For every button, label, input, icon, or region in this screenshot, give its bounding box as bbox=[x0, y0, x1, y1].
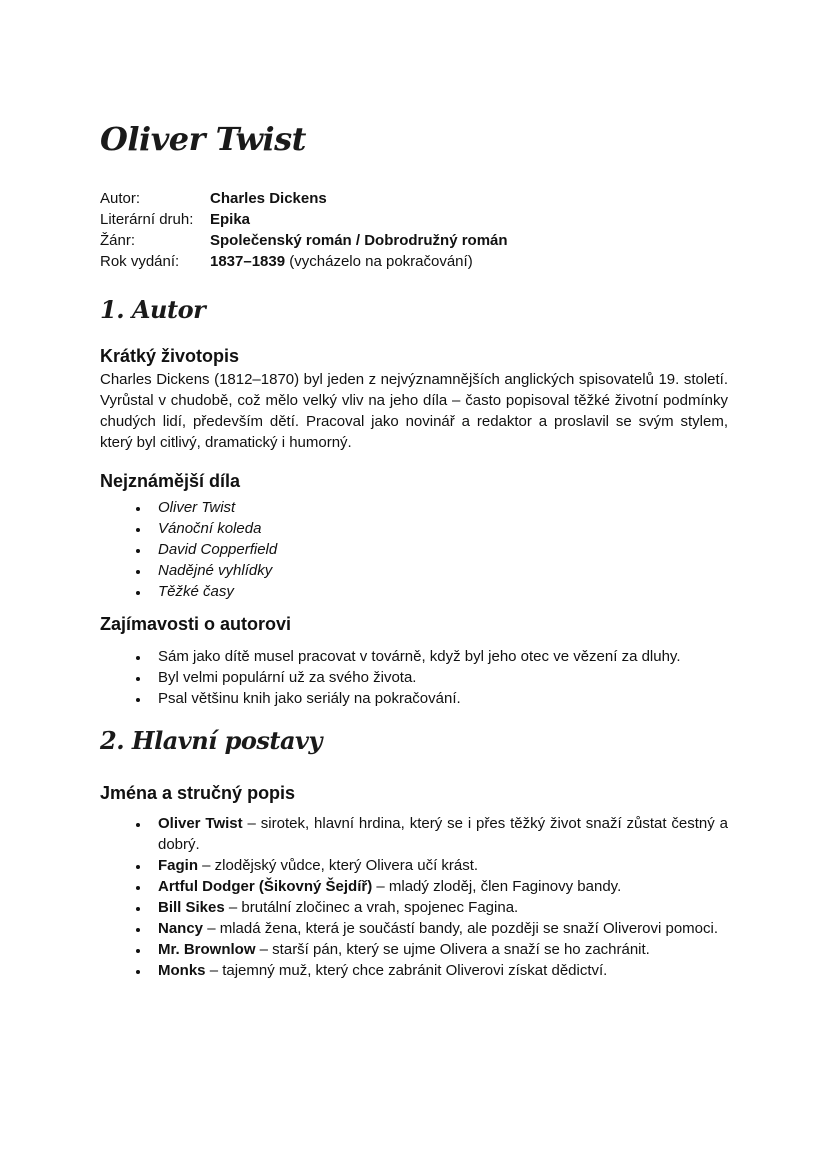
character-name: Mr. Brownlow bbox=[158, 941, 256, 958]
subsection-heading-character-names: Jména a stručný popis bbox=[100, 783, 296, 803]
meta-row-year bbox=[100, 251, 728, 272]
character-description: – tajemný muž, který chce zabránit Oliverovi získat dědictví. bbox=[209, 962, 608, 979]
meta-label: Žánr: bbox=[100, 232, 136, 249]
list-item: • Nadějné vyhlídky bbox=[150, 560, 728, 581]
character-description: – mladá žena, která je součástí bandy, ale později se snaží Oliverovi pomoci. bbox=[207, 920, 719, 937]
character-name: Fagin bbox=[158, 857, 198, 874]
document-title: Oliver Twist bbox=[100, 120, 306, 158]
biography-paragraph: Charles Dickens (1812–1870) byl jeden z nejvýznamnějších anglických spisovatelů 19. století. Vyrůstal v chudobě, což mělo velký vliv na jeho díla – často popisoval těžké životní podmínky chudých lidí, především dětí. Pracoval jako novinář a redaktor a proslavil se svým stylem, který byl citlivý, dramatický i humorný. bbox=[100, 371, 728, 451]
works-list bbox=[100, 497, 728, 602]
list-item: • Psal většinu knih jako seriály na pokračování. bbox=[150, 688, 728, 709]
metadata-block bbox=[100, 188, 728, 272]
character-description: – zlodějský vůdce, který Olivera učí krást. bbox=[202, 857, 479, 874]
list-item: • Oliver Twist bbox=[150, 497, 728, 518]
character-description: – starší pán, který se ujme Olivera a snaží se ho zachránit. bbox=[259, 941, 650, 958]
subsection-heading-facts: Zajímavosti o autorovi bbox=[100, 614, 292, 634]
meta-note: (vycházelo na pokračování) bbox=[285, 253, 473, 270]
character-name: Bill Sikes bbox=[158, 899, 225, 916]
list-item: • Sám jako dítě musel pracovat v továrně, když byl jeho otec ve vězení za dluhy. bbox=[150, 646, 728, 667]
character-item bbox=[150, 897, 728, 918]
meta-row-author bbox=[100, 188, 728, 209]
subsection-heading-biography: Krátký životopis bbox=[100, 346, 240, 366]
subsection-heading-works: Nejznámější díla bbox=[100, 471, 241, 491]
facts-list bbox=[100, 646, 728, 709]
meta-value: Epika bbox=[210, 211, 251, 228]
character-description: – mladý zloděj, člen Faginovy bandy. bbox=[376, 878, 622, 895]
section-heading-characters: 2. Hlavní postavy bbox=[100, 726, 322, 755]
list-item: • Vánoční koleda bbox=[150, 518, 728, 539]
character-name: Nancy bbox=[158, 920, 204, 937]
character-description: – sirotek, hlavní hrdina, který se i přes těžký život snaží zůstat čestný a dobrý. bbox=[158, 815, 728, 853]
character-description: – brutální zločinec a vrah, spojenec Fagina. bbox=[228, 899, 519, 916]
meta-label: Autor: bbox=[100, 190, 141, 207]
meta-row-genre bbox=[100, 230, 728, 251]
character-item bbox=[150, 918, 728, 939]
character-item bbox=[150, 876, 728, 897]
section-heading-author: 1. Autor bbox=[100, 295, 206, 324]
character-name: Monks bbox=[158, 962, 206, 979]
meta-value: Společenský román / Dobrodružný román bbox=[210, 232, 508, 249]
meta-label: Rok vydání: bbox=[100, 253, 180, 270]
list-item: • David Copperfield bbox=[150, 539, 728, 560]
meta-value: 1837–1839 bbox=[210, 253, 286, 270]
meta-value: Charles Dickens bbox=[210, 190, 327, 207]
character-item bbox=[150, 813, 728, 855]
meta-row-literary-type bbox=[100, 209, 728, 230]
character-name: Oliver Twist bbox=[158, 815, 243, 832]
character-item bbox=[150, 960, 728, 981]
characters-list bbox=[100, 813, 728, 981]
list-item: • Byl velmi populární už za svého života. bbox=[150, 667, 728, 688]
list-item: • Těžké časy bbox=[150, 581, 728, 602]
character-item bbox=[150, 939, 728, 960]
character-item bbox=[150, 855, 728, 876]
character-name: Artful Dodger (Šikovný Šejdíř) bbox=[158, 878, 373, 895]
meta-label: Literární druh: bbox=[100, 211, 194, 228]
